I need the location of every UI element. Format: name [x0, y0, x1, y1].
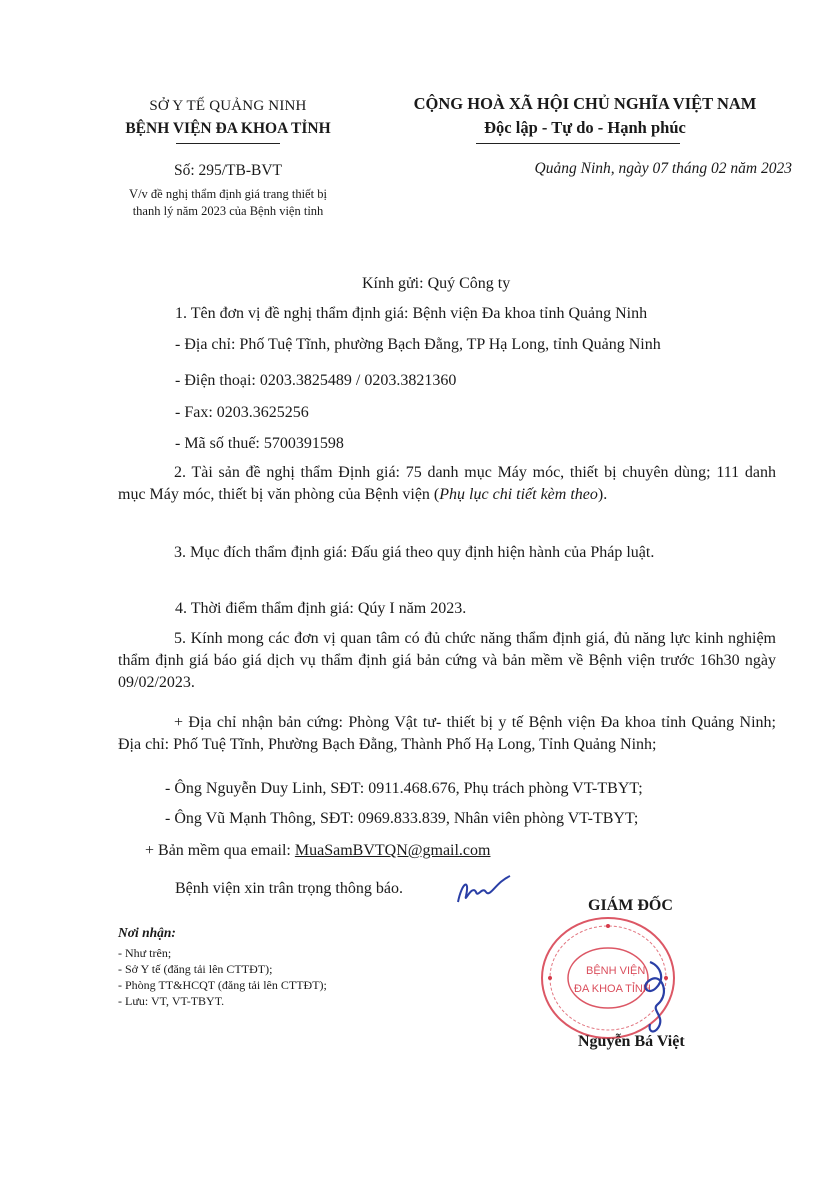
email-link[interactable]: MuaSamBVTQN@gmail.com	[294, 842, 491, 859]
item-1-unit-name: 1. Tên đơn vị đề nghị thẩm định giá: Bệnh viện Đa khoa tỉnh Quảng Ninh	[175, 305, 648, 322]
closing-line: Bệnh viện xin trân trọng thông báo.	[175, 880, 403, 897]
initials-mark	[452, 872, 514, 912]
recipients-title: Nơi nhận:	[118, 925, 176, 940]
organization-underline	[176, 143, 280, 144]
unit-fax: - Fax: 0203.3625256	[175, 404, 309, 421]
svg-text:ĐA KHOA TỈNH: ĐA KHOA TỈNH	[574, 983, 651, 995]
recipient-item: - Lưu: VT, VT-TBYT.	[118, 994, 225, 1008]
recipient-item: - Phòng TT&HCQT (đăng tải lên CTTĐT);	[118, 978, 327, 992]
director-title: GIÁM ĐỐC	[588, 897, 673, 914]
motto-underline	[476, 143, 680, 144]
subject-line-1: V/v đề nghị thẩm định giá trang thiết bị	[129, 187, 327, 201]
salutation: Kính gửi: Quý Công ty	[362, 275, 511, 292]
svg-text:BỆNH VIỆN: BỆNH VIỆN	[586, 965, 646, 977]
item-4-time: 4. Thời điểm thẩm định giá: Qúy I năm 2023.	[175, 600, 467, 617]
unit-tax-code: - Mã số thuế: 5700391598	[175, 435, 344, 452]
item-5-request: 5. Kính mong các đơn vị quan tâm có đủ chức năng thẩm định giá, đủ năng lực kinh nghiệm thẩm định giá báo giá dịch vụ thẩm định giá bản cứng và bản mềm về Bệnh viện trước 16h30 ngày 09/02/2023.	[118, 630, 776, 691]
director-signature	[620, 958, 680, 1038]
recipient-item: - Như trên;	[118, 946, 172, 960]
contact-person-1: - Ông Nguyễn Duy Linh, SĐT: 0911.468.676, Phụ trách phòng VT-TBYT;	[165, 780, 643, 797]
item-2-assets: 2. Tài sản đề nghị thẩm Định giá: 75 danh mục Máy móc, thiết bị chuyên dùng; 111 danh mục Máy móc, thiết bị văn phòng của Bệnh viện (Phụ lục chi tiết kèm theo).	[118, 464, 776, 503]
unit-phone: - Điện thoại: 0203.3825489 / 0203.3821360	[175, 372, 457, 389]
national-motto: Độc lập - Tự do - Hạnh phúc	[484, 118, 686, 137]
place-and-date: Quảng Ninh, ngày 07 tháng 02 năm 2023	[534, 160, 792, 177]
item-3-purpose: 3. Mục đích thẩm định giá: Đấu giá theo quy định hiện hành của Pháp luật.	[174, 544, 655, 561]
subject-line-2: thanh lý năm 2023 của Bệnh viện tỉnh	[132, 204, 324, 218]
organization-name: BỆNH VIỆN ĐA KHOA TỈNH	[125, 120, 331, 137]
signer-name: Nguyễn Bá Việt	[578, 1033, 685, 1050]
appendix-note: Phụ lục chi tiết kèm theo	[439, 486, 598, 503]
recipient-item: - Sở Y tế (đăng tải lên CTTĐT);	[118, 962, 273, 976]
contact-person-2: - Ông Vũ Mạnh Thông, SĐT: 0969.833.839, Nhân viên phòng VT-TBYT;	[165, 810, 639, 827]
document-number: Số: 295/TB-BVT	[173, 162, 283, 179]
softcopy-line: + Bản mềm qua email: MuaSamBVTQN@gmail.com	[145, 842, 491, 859]
hardcopy-address: + Địa chỉ nhận bản cứng: Phòng Vật tư- thiết bị y tế Bệnh viện Đa khoa tỉnh Quảng Ninh; Địa chỉ: Phố Tuệ Tĩnh, Phường Bạch Đằng, Thành Phố Hạ Long, Tỉnh Quảng Ninh;	[118, 714, 776, 753]
organization-parent: SỞ Y TẾ QUẢNG NINH	[149, 98, 307, 114]
unit-address: - Địa chỉ: Phố Tuệ Tĩnh, phường Bạch Đằng, TP Hạ Long, tỉnh Quảng Ninh	[175, 336, 661, 353]
document-subject	[96, 186, 360, 220]
national-title: CỘNG HOÀ XÃ HỘI CHỦ NGHĨA VIỆT NAM	[413, 94, 757, 113]
